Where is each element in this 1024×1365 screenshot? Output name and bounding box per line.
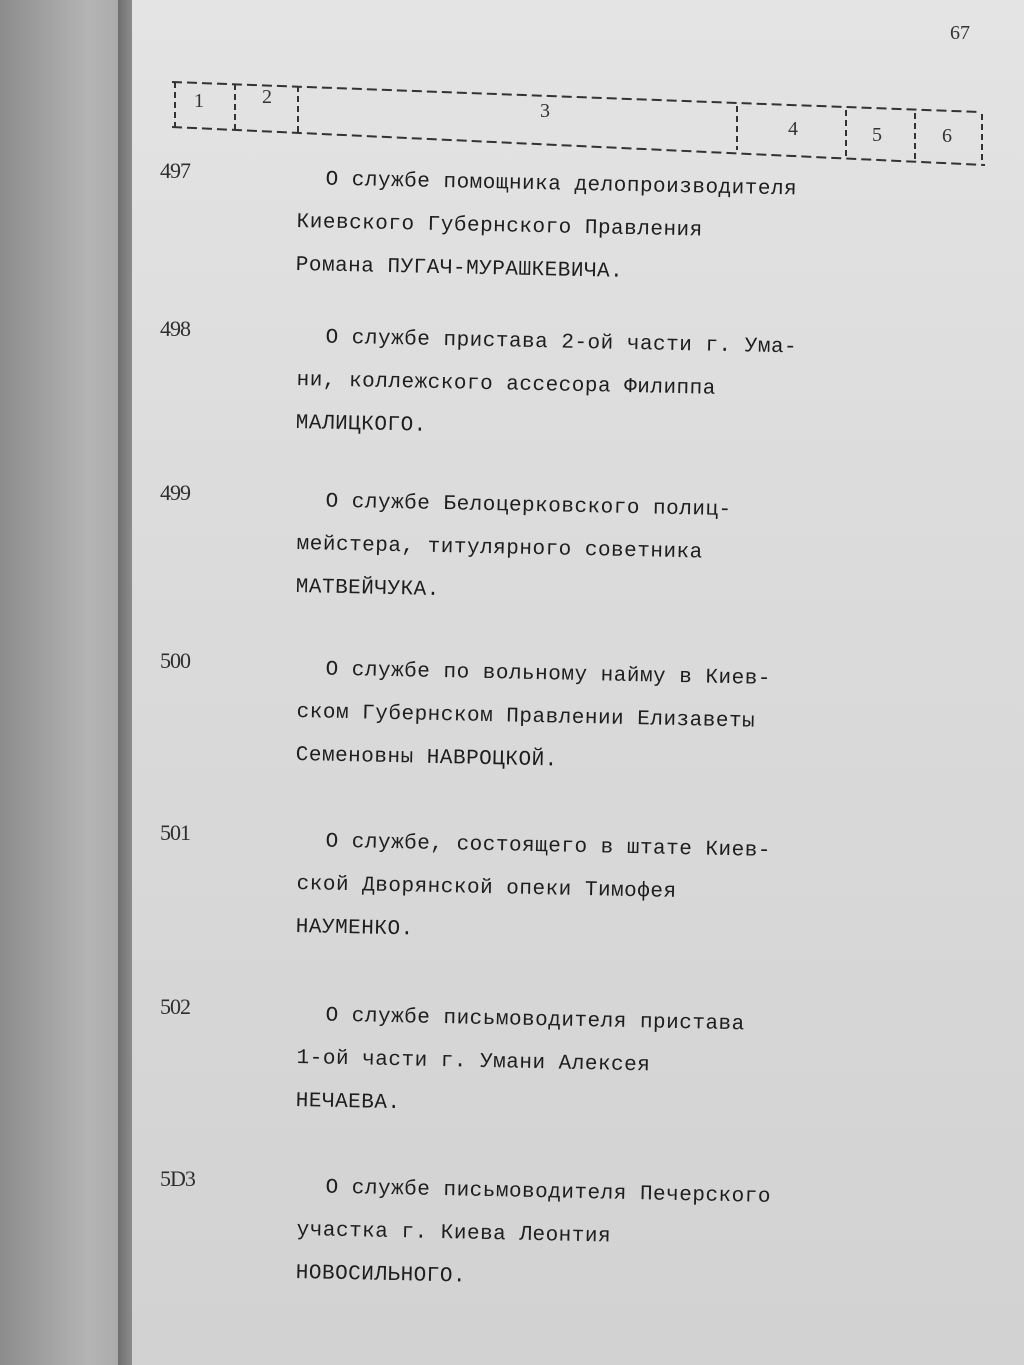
- entry-number: 501: [160, 820, 190, 845]
- entry-number: 497: [160, 158, 190, 183]
- column-5-label: 5: [872, 124, 882, 146]
- entry-line: Семеновны НАВРОЦКОЙ.: [295, 743, 558, 773]
- column-2-label: 2: [262, 86, 272, 108]
- entry-line: МАЛИЦКОГО.: [295, 411, 427, 438]
- entry-line: НОВОСИЛЬНОГО.: [295, 1261, 467, 1289]
- column-6-label: 6: [942, 125, 952, 147]
- entry-text: [295, 1166, 818, 1306]
- page-number: 67: [950, 22, 970, 44]
- header-table-lines: [170, 72, 1000, 172]
- entry-line: О службе, состоящего в штате Киев-: [325, 830, 772, 863]
- entry-text: [295, 158, 818, 298]
- entry-number: 500: [160, 648, 190, 673]
- entry-number: 5D3: [160, 1166, 195, 1191]
- entry-number: 502: [160, 994, 190, 1019]
- entry-text: [295, 820, 818, 960]
- column-header-table: [170, 72, 1000, 172]
- entry-line: мейстера, титулярного советника: [296, 532, 703, 565]
- column-1-label: 1: [194, 90, 204, 112]
- entry-line: Киевского Губернского Правления: [296, 210, 703, 243]
- entry-number: 499: [160, 480, 190, 505]
- entry-text: [295, 316, 818, 456]
- entry-line: НАУМЕНКО.: [295, 915, 414, 942]
- entry-line: Романа ПУГАЧ-МУРАШКЕВИЧА.: [295, 253, 624, 284]
- entry-line: О службе по вольному найму в Киев-: [325, 658, 772, 691]
- entry-line: О службе помощника делопроизводителя: [325, 168, 798, 202]
- entry-line: 1-ой части г. Умани Алексея: [296, 1046, 651, 1078]
- entry-line: О службе письмоводителя пристава: [325, 1004, 745, 1037]
- column-4-label: 4: [788, 118, 798, 140]
- entry-number: 498: [160, 316, 190, 341]
- entry-text: [295, 648, 818, 788]
- entry-line: ни, коллежского ассесора Филиппа: [296, 368, 717, 401]
- entry-line: ской Дворянской опеки Тимофея: [296, 872, 677, 904]
- column-3-label: 3: [540, 100, 550, 122]
- entry-line: ском Губернском Правлении Елизаветы: [296, 700, 756, 734]
- document-page: [132, 0, 1024, 1365]
- entry-text: [295, 994, 818, 1134]
- bleed-through-marks: [0, 0, 40, 1365]
- entry-line: НЕЧАЕВА.: [295, 1089, 401, 1116]
- entry-line: участка г. Киева Леонтия: [296, 1218, 612, 1249]
- entry-line: О службе письмоводителя Печерского: [325, 1176, 772, 1209]
- entry-line: О службе Белоцерковского полиц-: [325, 490, 732, 523]
- entry-text: [295, 480, 818, 620]
- entry-line: МАТВЕЙЧУКА.: [295, 575, 441, 602]
- entry-line: О службе пристава 2-ой части г. Ума-: [325, 326, 798, 360]
